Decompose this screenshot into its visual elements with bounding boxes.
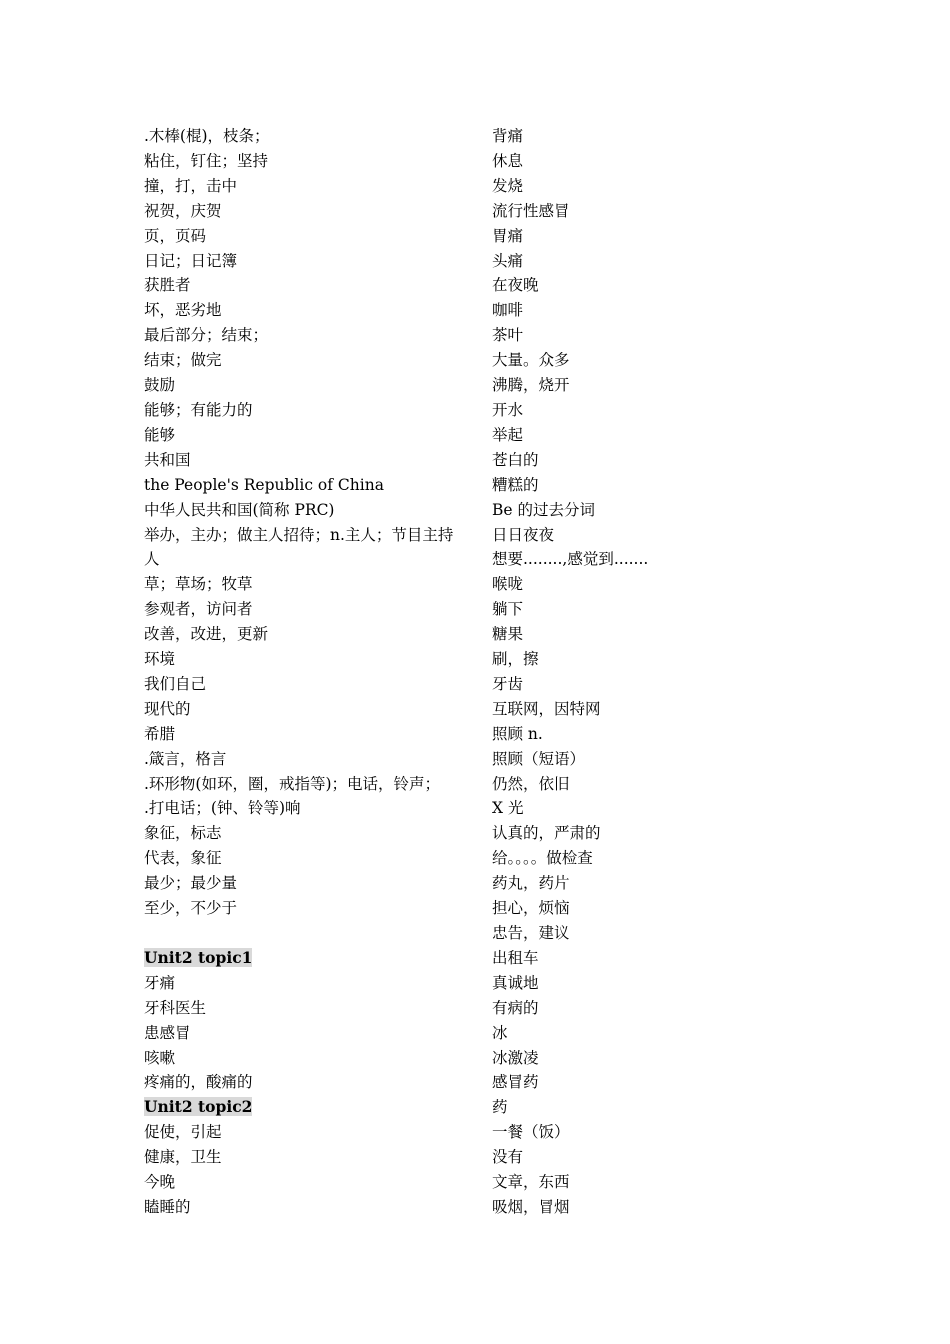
vocabulary-entry: 真诚地 (492, 973, 539, 992)
vocabulary-entry: 流行性感冒 (492, 201, 570, 220)
vocabulary-entry: 牙科医生 (144, 998, 207, 1017)
vocabulary-entry: 中华人民共和国(简称 PRC) (144, 500, 335, 519)
vocabulary-entry: 背痛 (492, 127, 524, 145)
vocabulary-entry: 发烧 (492, 176, 524, 195)
section-heading (144, 946, 466, 971)
vocabulary-entry: 环境 (144, 650, 176, 669)
vocabulary-entry: 冰 (492, 1023, 508, 1042)
vocabulary-entry: 鼓励 (144, 376, 176, 395)
vocabulary-entry: .环形物(如环，圈，戒指等)；电话，铃声； (144, 774, 441, 793)
vocabulary-entry: 刷，擦 (492, 650, 539, 669)
vocabulary-entry: 糖果 (492, 625, 524, 644)
vocabulary-entry: 忠告，建议 (492, 924, 570, 942)
vocabulary-entry: 给。。。。做检查 (492, 849, 593, 868)
vocabulary-entry: 想要........,感觉到....... (492, 550, 649, 569)
vocabulary-entry: 一餐（饭） (492, 1123, 570, 1142)
vocabulary-entry: 代表，象征 (144, 849, 222, 868)
vocabulary-entry: 冰激凌 (492, 1048, 539, 1067)
vocabulary-entry: 今晚 (144, 1173, 176, 1192)
vocabulary-entry: 咳嗽 (144, 1048, 176, 1067)
vocabulary-entry: 能够；有能力的 (144, 400, 253, 419)
vocabulary-entry: 苍白的 (492, 450, 539, 469)
vocabulary-entry: 糟糕的 (492, 475, 539, 494)
vocabulary-entry: 牙齿 (492, 674, 524, 693)
vocabulary-entry: 页，页码 (144, 226, 207, 245)
section-heading-text: Unit2 topic1 (144, 947, 253, 967)
vocabulary-entry: Be 的过去分词 (492, 500, 595, 519)
vocabulary-entry: 胃痛 (492, 226, 524, 245)
vocabulary-entry: 牙痛 (144, 973, 176, 992)
vocabulary-entry: 疼痛的，酸痛的 (144, 1073, 253, 1092)
vocabulary-entry: 头痛 (492, 251, 524, 270)
vocabulary-entry: 现代的 (144, 699, 191, 718)
vocabulary-entry: 喉咙 (492, 575, 524, 594)
vocabulary-entry: 照顾 n. (492, 724, 543, 743)
vocabulary-entry: 象征，标志 (144, 824, 222, 843)
vocabulary-entry: 照顾（短语） (492, 749, 586, 768)
vocabulary-entry: 希腊 (144, 724, 176, 743)
vocabulary-entry: 患感冒 (144, 1023, 191, 1042)
vocabulary-entry: 结束；做完 (144, 351, 222, 370)
section-heading (144, 1095, 466, 1120)
vocabulary-entry: 药丸，药片 (492, 874, 570, 893)
vocabulary-entry: 开水 (492, 400, 524, 419)
vocabulary-entry: the People's Republic of China (144, 475, 384, 494)
vocabulary-entry: 咖啡 (492, 301, 524, 320)
vocabulary-entry: 感冒药 (492, 1073, 539, 1092)
vocabulary-entry: 坏，恶劣地 (144, 301, 222, 320)
vocabulary-entry: 至少，不少于 (144, 899, 238, 918)
vocabulary-entry: 休息 (492, 151, 524, 170)
vocabulary-entry: 有病的 (492, 998, 539, 1017)
vocabulary-entry: 参观者，访问者 (144, 600, 253, 619)
vocabulary-entry: 茶叶 (492, 326, 524, 345)
blank-line (144, 921, 466, 946)
vocabulary-entry: 举起 (492, 425, 524, 444)
section-heading-text: Unit2 topic2 (144, 1097, 253, 1117)
vocabulary-entry: 躺下 (492, 600, 524, 619)
vocabulary-entry: 仍然，依旧 (492, 774, 570, 793)
vocabulary-entry: 草；草场；牧草 (144, 575, 253, 594)
vocabulary-entry: 最少；最少量 (144, 874, 238, 893)
vocabulary-entry: 文章，东西 (492, 1173, 570, 1192)
vocabulary-entry: 粘住，钉住；坚持 (144, 151, 269, 170)
vocabulary-entry: X 光 (492, 799, 524, 818)
vocabulary-entry: 祝贺，庆贺 (144, 201, 222, 220)
vocabulary-entry: 药 (492, 1098, 508, 1117)
vocabulary-entry: 最后部分；结束； (144, 326, 269, 345)
vocabulary-column-left (144, 124, 466, 1220)
vocabulary-entry: 我们自己 (144, 674, 207, 693)
vocabulary-entry: 在夜晚 (492, 276, 539, 295)
vocabulary-entry: 沸腾，烧开 (492, 376, 570, 395)
vocabulary-entry: 认真的，严肃的 (492, 824, 601, 843)
vocabulary-entry: 获胜者 (144, 276, 191, 295)
vocabulary-entry: 瞌睡的 (144, 1197, 191, 1216)
vocabulary-entry: 改善，改进，更新 (144, 625, 269, 644)
vocabulary-entry: 没有 (492, 1148, 524, 1167)
vocabulary-entry: .打电话；(钟、铃等)响 (144, 799, 301, 818)
vocabulary-entry: 健康，卫生 (144, 1148, 222, 1167)
vocabulary-entry: 互联网，因特网 (492, 699, 601, 718)
vocabulary-column-right (492, 124, 692, 1220)
vocabulary-entry: 共和国 (144, 450, 191, 469)
vocabulary-entry: 大量。众多 (492, 351, 570, 370)
vocabulary-entry: 担心，烦恼 (492, 899, 570, 918)
vocabulary-entry: .箴言，格言 (144, 749, 227, 768)
vocabulary-entry: 日日夜夜 (492, 525, 555, 544)
vocabulary-entry: 撞，打，击中 (144, 176, 238, 195)
vocabulary-entry: 能够 (144, 425, 176, 444)
vocabulary-entry: 日记；日记簿 (144, 251, 238, 270)
vocabulary-entry: 促使，引起 (144, 1123, 222, 1142)
vocabulary-entry: .木棒(棍)，枝条； (144, 127, 270, 145)
vocabulary-entry: 举办，主办；做主人招待；n.主人；节目主持人 (144, 525, 454, 569)
vocabulary-entry: 吸烟，冒烟 (492, 1197, 570, 1216)
vocabulary-entry: 出租车 (492, 948, 539, 967)
